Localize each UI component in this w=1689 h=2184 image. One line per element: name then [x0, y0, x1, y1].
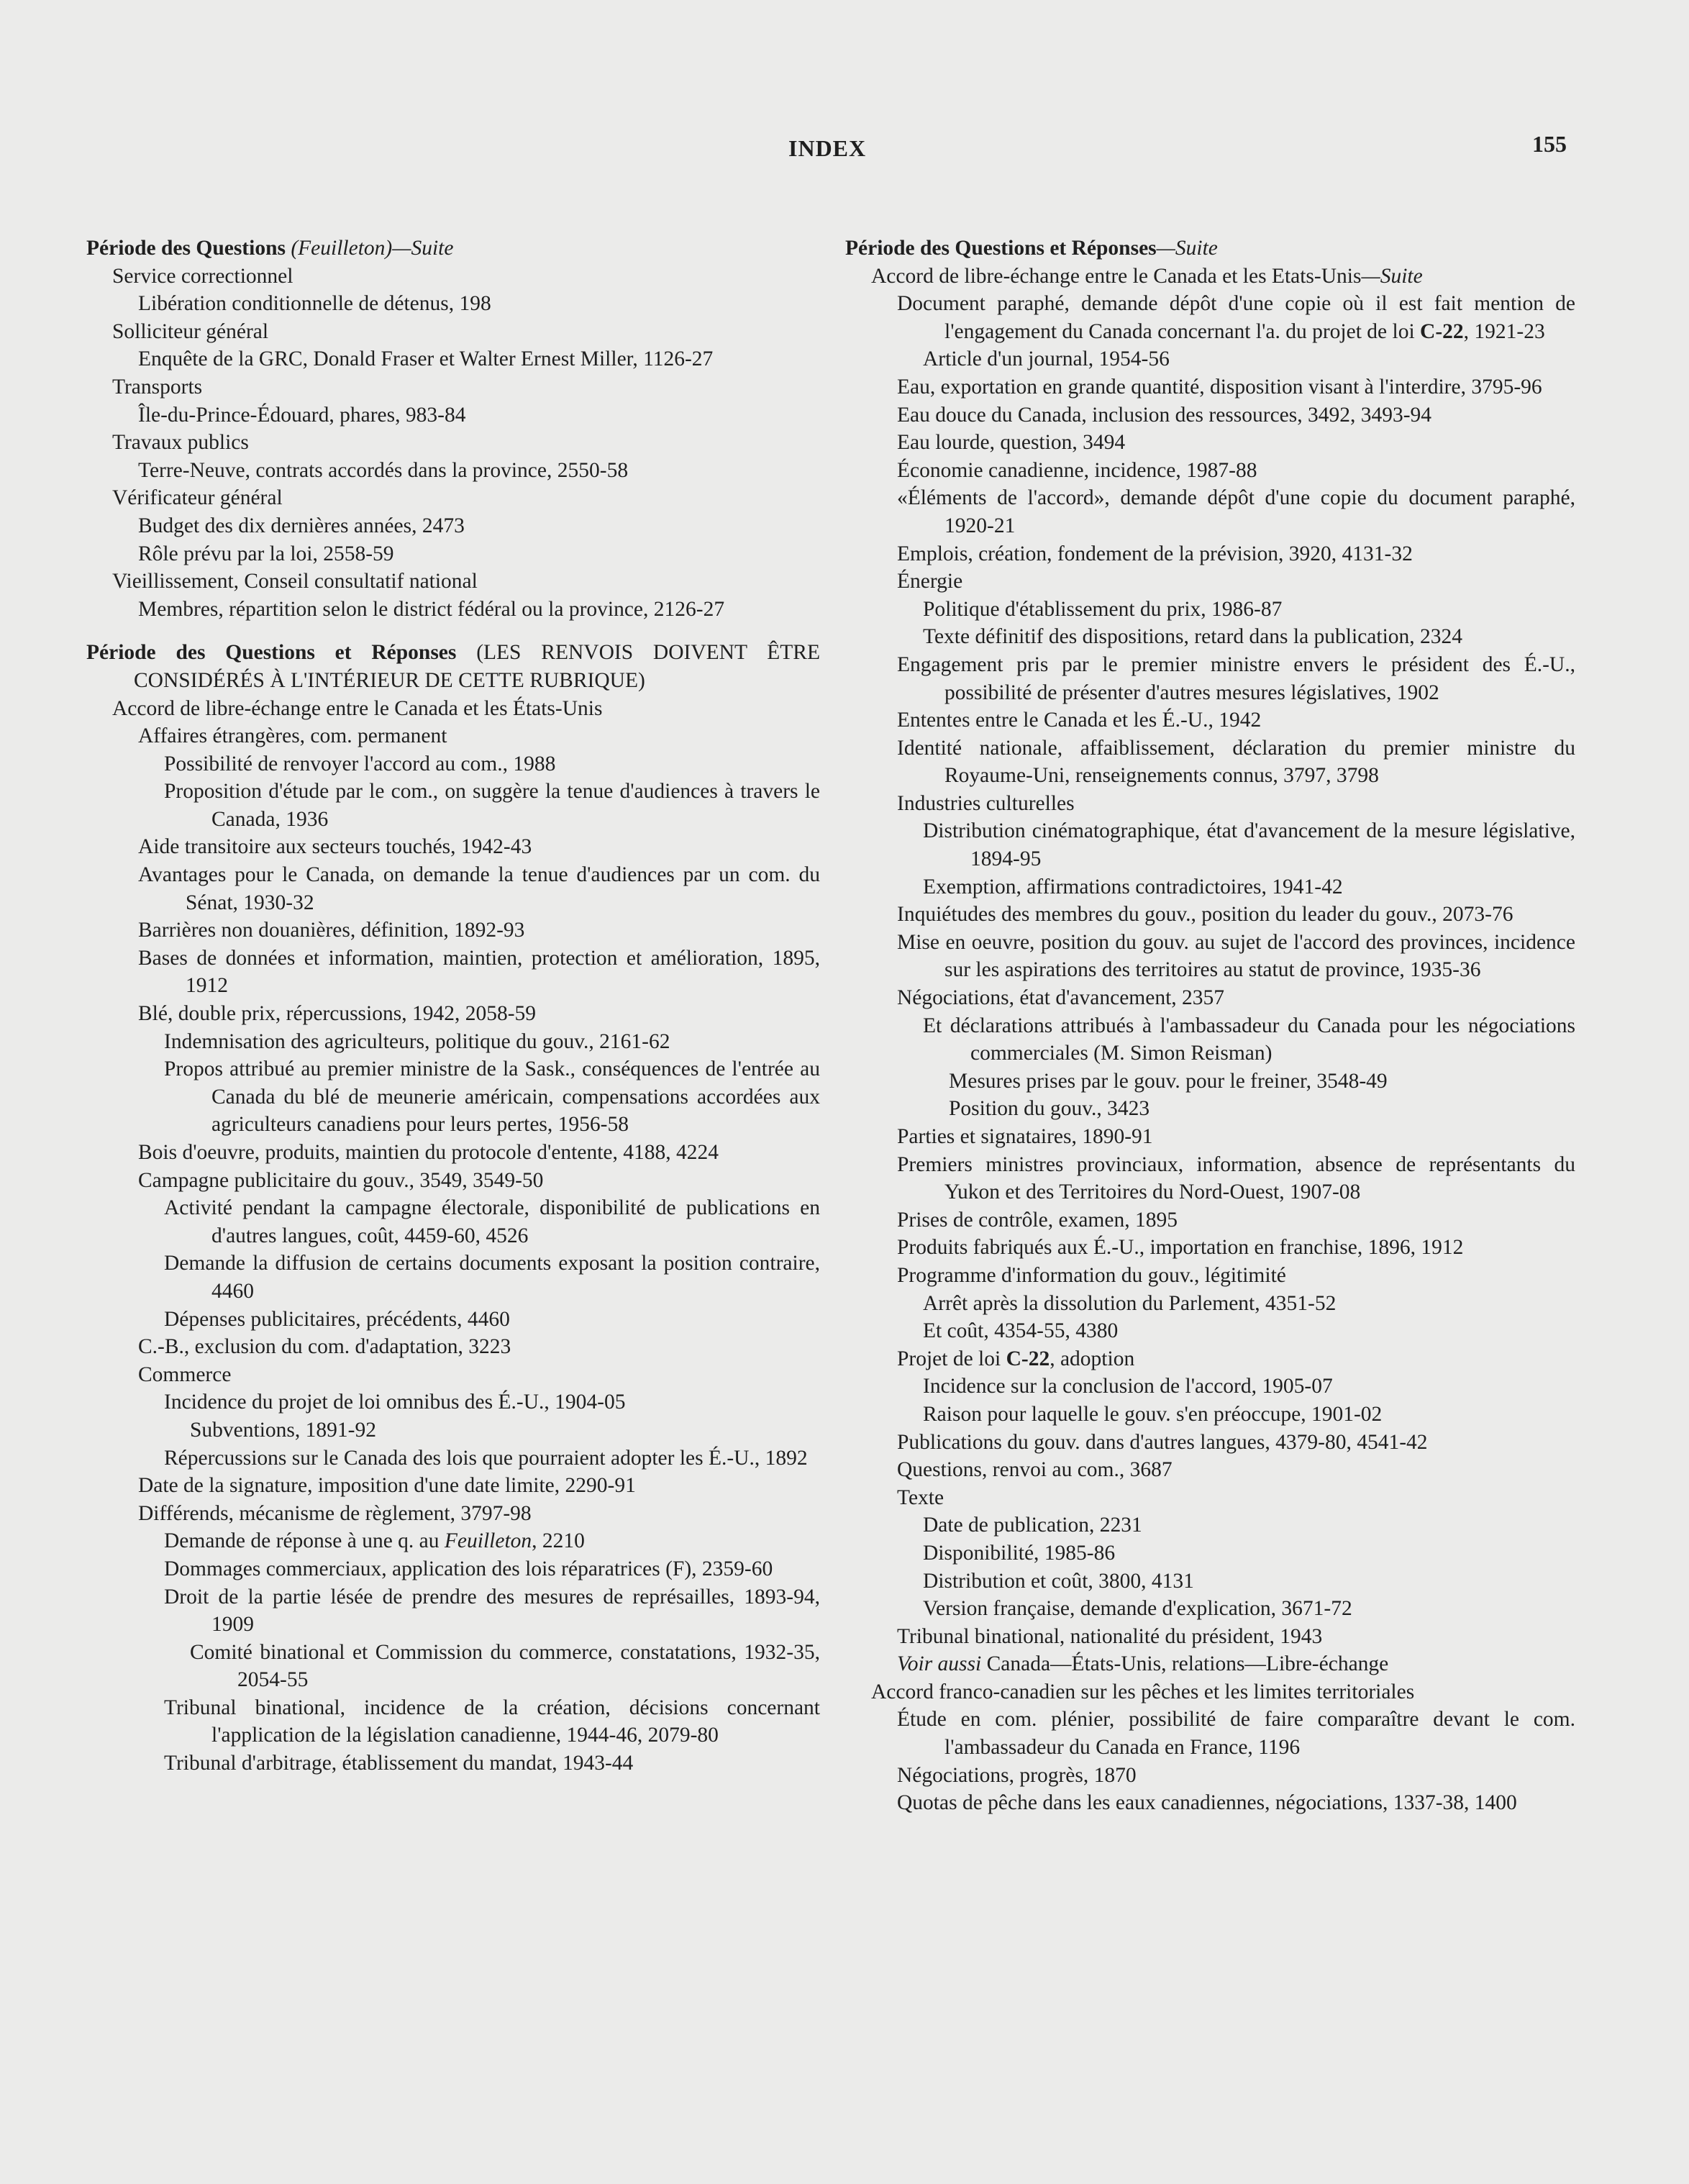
- entry-text: Tribunal d'arbitrage, établissement du mandat, 1943-44: [164, 1752, 634, 1775]
- entry-text: Et coût, 4354-55, 4380: [923, 1319, 1119, 1343]
- entry-text: Aide transitoire aux secteurs touchés, 1942-43: [138, 835, 532, 859]
- index-entry: [86, 1167, 820, 1195]
- index-entry: [845, 651, 1575, 706]
- entry-text: Demande la diffusion de certains documents exposant la position contraire, 4460: [164, 1252, 820, 1303]
- entry-text: Subventions, 1891-92: [190, 1418, 376, 1442]
- entry-text: Droit de la partie lésée de prendre des mesures de représailles, 1893-94, 1909: [164, 1585, 820, 1637]
- entry-text: Propos attribué au premier ministre de la Sask., conséquences de l'entrée au Canada du blé de meunerie américain, compensations accordées aux agriculteurs canadiens pour leurs pertes, 1956-58: [164, 1057, 820, 1137]
- index-entry: [845, 568, 1575, 596]
- index-entry: [86, 695, 820, 723]
- index-entry: [86, 290, 820, 318]
- entry-text: Position du gouv., 3423: [949, 1097, 1150, 1121]
- entry-text: Vieillissement, Conseil consultatif national: [112, 570, 478, 593]
- index-entry: [86, 373, 820, 401]
- index-entry: [86, 401, 820, 429]
- entry-text: Distribution et coût, 3800, 4131: [923, 1569, 1194, 1593]
- index-entry: [86, 1333, 820, 1361]
- entry-text: Solliciteur général: [112, 319, 269, 343]
- index-entry: [86, 429, 820, 457]
- index-entry: [845, 263, 1575, 291]
- entry-text: Énergie: [897, 570, 963, 593]
- index-entry: [86, 1361, 820, 1389]
- index-entry: [845, 1539, 1575, 1568]
- entry-text: Économie canadienne, incidence, 1987-88: [897, 458, 1257, 482]
- index-entry: [845, 1068, 1575, 1096]
- entry-text: (Feuilleton)—Suite: [291, 237, 454, 260]
- index-entry: [845, 1568, 1575, 1596]
- entry-text: Canada—États-Unis, relations—Libre-échange: [981, 1652, 1389, 1676]
- index-entry: [845, 1262, 1575, 1290]
- index-entry: [845, 1623, 1575, 1651]
- entry-text: (LES RENVOIS DOIVENT ÊTRE CONSIDÉRÉS À L'INTÉRIEUR DE CETTE RUBRIQUE): [134, 641, 820, 692]
- entry-text: Date de la signature, imposition d'une date limite, 2290-91: [138, 1474, 636, 1498]
- entry-text: Produits fabriqués aux É.-U., importation en franchise, 1896, 1912: [897, 1236, 1464, 1260]
- index-entry: [86, 861, 820, 916]
- entry-text: Possibilité de renvoyer l'accord au com., 1988: [164, 752, 556, 775]
- index-entry: [86, 457, 820, 485]
- entry-text: Texte: [897, 1485, 944, 1509]
- entry-text: Premiers ministres provinciaux, information, absence de représentants du Yukon et des Territoires du Nord-Ouest, 1907-08: [897, 1152, 1575, 1204]
- index-entry: [845, 1762, 1575, 1790]
- index-entry: [845, 1484, 1575, 1512]
- entry-text: Dépenses publicitaires, précédents, 4460: [164, 1307, 510, 1331]
- entry-text: Identité nationale, affaiblissement, déclaration du premier ministre du Royaume-Uni, renseignements connus, 3797, 3798: [897, 736, 1575, 788]
- index-entry: [845, 1206, 1575, 1234]
- entry-text: Campagne publicitaire du gouv., 3549, 3549-50: [138, 1168, 544, 1192]
- index-entry: [845, 1706, 1575, 1761]
- entry-text: Service correctionnel: [112, 264, 293, 288]
- index-entry: [845, 817, 1575, 873]
- index-entry: [86, 263, 820, 291]
- index-entry: [86, 318, 820, 346]
- index-entry: [86, 1583, 820, 1639]
- entry-text: Vérificateur général: [112, 486, 283, 510]
- index-entry: [86, 1500, 820, 1528]
- entry-text: Disponibilité, 1985-86: [923, 1541, 1116, 1565]
- entry-text: Période des Questions et Réponses: [86, 641, 477, 665]
- entry-text: Avantages pour le Canada, on demande la tenue d'audiences par un com. du Sénat, 1930-32: [138, 863, 820, 914]
- entry-text: Enquête de la GRC, Donald Fraser et Walter Ernest Miller, 1126-27: [138, 347, 714, 371]
- index-entry: [845, 484, 1575, 540]
- index-entry: [86, 1194, 820, 1250]
- index-entry: [845, 429, 1575, 457]
- index-entry: [845, 1511, 1575, 1539]
- index-column-left: [86, 235, 820, 1778]
- index-entry: [845, 901, 1575, 929]
- entry-text: Dommages commerciaux, application des lois réparatrices (F), 2359-60: [164, 1557, 773, 1580]
- index-entry: [845, 873, 1575, 901]
- entry-text: , 1921-23: [1463, 319, 1545, 343]
- index-entry: [845, 1429, 1575, 1457]
- index-entry: [86, 778, 820, 833]
- index-entry: [86, 1306, 820, 1334]
- entry-text: Répercussions sur le Canada des lois que pourraient adopter les É.-U., 1892: [164, 1446, 808, 1470]
- index-entry: [86, 1250, 820, 1305]
- index-entry: [845, 457, 1575, 485]
- index-entry: [845, 1373, 1575, 1401]
- entry-text: Blé, double prix, répercussions, 1942, 2058-59: [138, 1002, 537, 1026]
- index-entry: [845, 373, 1575, 401]
- entry-text: Île-du-Prince-Édouard, phares, 983-84: [138, 403, 466, 427]
- entry-text: Et déclarations attribués à l'ambassadeur du Canada pour les négociations commerciales (M. Simon Reisman): [923, 1014, 1575, 1065]
- index-entry: [845, 1095, 1575, 1123]
- index-entry: [86, 1444, 820, 1473]
- entry-gap: [86, 623, 820, 639]
- entry-text: Questions, renvoi au com., 3687: [897, 1458, 1173, 1482]
- entry-text: Rôle prévu par la loi, 2558-59: [138, 542, 394, 565]
- entry-text: Travaux publics: [112, 431, 249, 455]
- entry-text: Politique d'établissement du prix, 1986-87: [923, 597, 1283, 621]
- entry-text: Accord franco-canadien sur les pêches et les limites territoriales: [871, 1680, 1415, 1703]
- index-entry: [86, 1028, 820, 1056]
- index-entry: [845, 1401, 1575, 1429]
- entry-text: Affaires étrangères, com. permanent: [138, 724, 447, 748]
- entry-text: Mise en oeuvre, position du gouv. au sujet de l'accord des provinces, incidence sur les aspirations des territoires au statut de province, 1935-36: [897, 930, 1575, 982]
- entry-text: Membres, répartition selon le district fédéral ou la province, 2126-27: [138, 597, 725, 621]
- index-entry: [86, 1139, 820, 1167]
- entry-text: Arrêt après la dissolution du Parlement, 4351-52: [923, 1291, 1337, 1315]
- index-entry: [86, 1694, 820, 1750]
- entry-text: Projet de loi: [897, 1347, 1006, 1370]
- entry-text: Emplois, création, fondement de la prévision, 3920, 4131-32: [897, 542, 1413, 565]
- entry-text: —Suite: [1156, 237, 1218, 260]
- entry-text: Engagement pris par le premier ministre envers le président des É.-U., possibilité de présenter d'autres mesures législatives, 1902: [897, 652, 1575, 704]
- entry-text: , 2210: [532, 1529, 585, 1553]
- index-entry: [86, 1555, 820, 1583]
- entry-text: Proposition d'étude par le com., on suggère la tenue d'audiences à travers le Canada, 1936: [164, 780, 820, 831]
- entry-text: Programme d'information du gouv., légitimité: [897, 1263, 1286, 1287]
- index-entry: [845, 984, 1575, 1012]
- index-entry: [845, 1234, 1575, 1262]
- index-entry: [86, 1472, 820, 1500]
- index-entry: [86, 540, 820, 568]
- entry-text: Commerce: [138, 1362, 232, 1386]
- entry-text: Eau lourde, question, 3494: [897, 431, 1126, 455]
- entry-text: Transports: [112, 375, 203, 399]
- index-entry: [86, 596, 820, 624]
- index-entry: [86, 945, 820, 1000]
- index-entry: [86, 750, 820, 778]
- entry-text: Quotas de pêche dans les eaux canadiennes, négociations, 1337-38, 1400: [897, 1791, 1517, 1815]
- index-entry: [845, 1456, 1575, 1484]
- entry-text: Feuilleton: [444, 1529, 532, 1553]
- index-entry: [845, 1678, 1575, 1706]
- entry-text: Accord de libre-échange entre le Canada et les États-Unis: [112, 696, 603, 720]
- entry-text: Activité pendant la campagne électorale, disponibilité de publications en d'autres langues, coût, 4459-60, 4526: [164, 1196, 820, 1247]
- index-entry: [845, 1317, 1575, 1345]
- entry-text: Date de publication, 2231: [923, 1514, 1142, 1537]
- entry-text: Tribunal binational, incidence de la création, décisions concernant l'application de la législation canadienne, 1944-46, 2079-80: [164, 1696, 820, 1747]
- index-entry: [86, 833, 820, 861]
- entry-text: Incidence sur la conclusion de l'accord, 1905-07: [923, 1375, 1333, 1398]
- index-entry: [86, 512, 820, 540]
- entry-text: Négociations, état d'avancement, 2357: [897, 986, 1225, 1010]
- entry-text: Raison pour laquelle le gouv. s'en préoccupe, 1901-02: [923, 1402, 1383, 1426]
- entry-text: Libération conditionnelle de détenus, 198: [138, 292, 491, 316]
- entry-text: Incidence du projet de loi omnibus des É.-U., 1904-05: [164, 1391, 626, 1414]
- index-entry: [86, 1000, 820, 1028]
- entry-text: Tribunal binational, nationalité du président, 1943: [897, 1624, 1323, 1648]
- index-heading: [845, 235, 1575, 263]
- entry-text: Barrières non douanières, définition, 1892-93: [138, 919, 525, 942]
- index-entry: [845, 1650, 1575, 1678]
- index-entry: [86, 722, 820, 750]
- index-entry: [845, 540, 1575, 568]
- entry-text: C-22: [1006, 1347, 1050, 1370]
- entry-text: Industries culturelles: [897, 791, 1075, 815]
- index-entry: [845, 623, 1575, 651]
- entry-text: Inquiétudes des membres du gouv., position du leader du gouv., 2073-76: [897, 903, 1513, 927]
- index-entry: [845, 1595, 1575, 1623]
- entry-text: Étude en com. plénier, possibilité de faire comparaître devant le com. l'ambassadeur du Canada en France, 1196: [897, 1708, 1575, 1760]
- index-entry: [86, 568, 820, 596]
- index-entry: [845, 706, 1575, 734]
- index-entry: [845, 1151, 1575, 1206]
- entry-text: Prises de contrôle, examen, 1895: [897, 1208, 1178, 1232]
- entry-text: Terre-Neuve, contrats accordés dans la province, 2550-58: [138, 458, 629, 482]
- entry-text: —Suite: [1361, 264, 1423, 288]
- index-entry: [845, 790, 1575, 818]
- entry-text: Indemnisation des agriculteurs, politique du gouv., 2161-62: [164, 1029, 670, 1053]
- entry-text: Publications du gouv. dans d'autres langues, 4379-80, 4541-42: [897, 1430, 1428, 1454]
- entry-text: Comité binational et Commission du commerce, constatations, 1932-35, 2054-55: [190, 1640, 820, 1692]
- entry-text: Version française, demande d'explication, 3671-72: [923, 1597, 1352, 1621]
- index-entry: [86, 1416, 820, 1444]
- index-column-right: [845, 235, 1575, 1817]
- entry-text: Budget des dix dernières années, 2473: [138, 514, 465, 537]
- entry-text: Document paraphé, demande dépôt d'une copie où il est fait mention de l'engagement du Canada concernant l'a. du projet de loi: [897, 292, 1575, 343]
- entry-text: Période des Questions et Réponses: [845, 237, 1157, 260]
- entry-text: C.-B., exclusion du com. d'adaptation, 3223: [138, 1335, 511, 1359]
- page-header-title: INDEX: [788, 135, 867, 161]
- index-heading: [86, 639, 820, 694]
- index-entry: [845, 1345, 1575, 1373]
- entry-text: Bois d'oeuvre, produits, maintien du protocole d'entente, 4188, 4224: [138, 1141, 719, 1164]
- entry-text: Période des Questions: [86, 237, 291, 260]
- entry-text: Demande de réponse à une q. au: [164, 1529, 445, 1553]
- entry-text: Parties et signataires, 1890-91: [897, 1125, 1153, 1148]
- index-entry: [86, 1388, 820, 1416]
- entry-text: Exemption, affirmations contradictoires, 1941-42: [923, 875, 1343, 898]
- entry-text: Négociations, progrès, 1870: [897, 1763, 1137, 1787]
- entry-text: , adoption: [1050, 1347, 1135, 1370]
- entry-text: Différends, mécanisme de règlement, 3797-98: [138, 1501, 532, 1525]
- index-entry: [845, 290, 1575, 345]
- index-entry: [845, 596, 1575, 624]
- entry-text: «Éléments de l'accord», demande dépôt d'une copie du document paraphé, 1920-21: [897, 486, 1575, 537]
- entry-text: Mesures prises par le gouv. pour le freiner, 3548-49: [949, 1069, 1388, 1093]
- entry-text: Texte définitif des dispositions, retard dans la publication, 2324: [923, 625, 1463, 649]
- index-entry: [845, 345, 1575, 373]
- entry-text: Ententes entre le Canada et les É.-U., 1942: [897, 709, 1262, 732]
- index-entry: [86, 1527, 820, 1555]
- entry-text: Eau douce du Canada, inclusion des ressources, 3492, 3493-94: [897, 403, 1432, 427]
- index-entry: [845, 401, 1575, 429]
- entry-text: Eau, exportation en grande quantité, disposition visant à l'interdire, 3795-96: [897, 375, 1542, 399]
- index-entry: [86, 1055, 820, 1139]
- index-entry: [86, 1639, 820, 1694]
- index-entry: [845, 1123, 1575, 1151]
- entry-text: Voir aussi: [897, 1652, 982, 1676]
- entry-text: Bases de données et information, maintien, protection et amélioration, 1895, 1912: [138, 946, 820, 998]
- index-entry: [845, 734, 1575, 790]
- index-entry: [86, 916, 820, 945]
- index-entry: [845, 1789, 1575, 1817]
- entry-text: C-22: [1420, 319, 1464, 343]
- index-entry: [86, 1750, 820, 1778]
- index-entry: [845, 929, 1575, 984]
- index-entry: [86, 345, 820, 373]
- index-heading: [86, 235, 820, 263]
- index-entry: [86, 484, 820, 512]
- index-entry: [845, 1290, 1575, 1318]
- page-number: 155: [1532, 131, 1567, 157]
- index-entry: [845, 1012, 1575, 1068]
- entry-text: Article d'un journal, 1954-56: [923, 347, 1170, 371]
- entry-text: Accord de libre-échange entre le Canada et les Etats-Unis: [871, 264, 1362, 288]
- entry-text: Distribution cinématographique, état d'avancement de la mesure législative, 1894-95: [923, 819, 1575, 871]
